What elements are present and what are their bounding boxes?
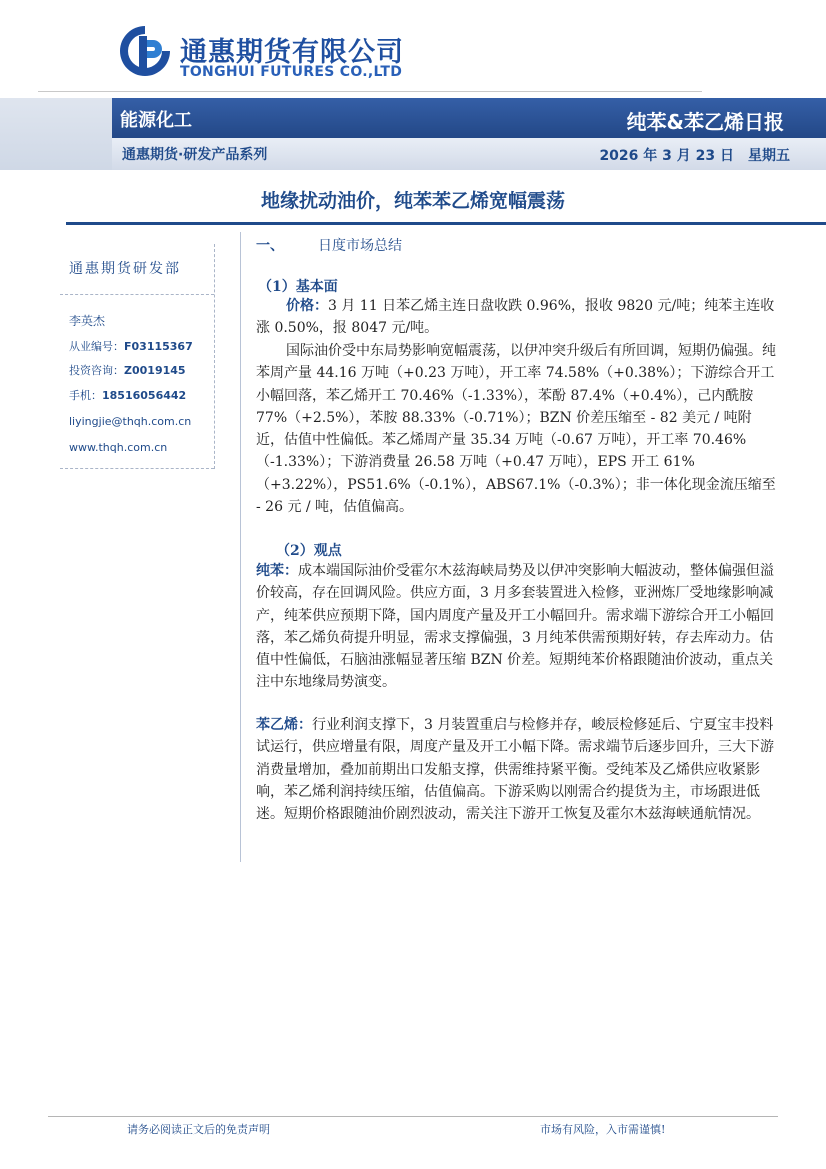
report-date: 2026 年 3 月 23 日 星期五 (599, 148, 790, 164)
series-label: 通惠期货·研发产品系列 (122, 147, 268, 163)
benzene-paragraph (256, 560, 776, 694)
company-name-en: TONGHUI FUTURES CO.,LTD (180, 64, 403, 80)
header-band-left (0, 98, 112, 170)
benzene-label: 纯苯： (256, 563, 298, 579)
sector-label: 能源化工 (120, 110, 192, 131)
styrene-label: 苯乙烯： (256, 717, 312, 733)
phone-value: 18516056442 (102, 389, 187, 402)
section-heading (256, 235, 402, 255)
license-row (69, 338, 193, 354)
section-title: 日度市场总结 (318, 238, 402, 254)
price-paragraph (256, 295, 776, 340)
license-label: 从业编号： (69, 340, 124, 353)
department: 通惠期货研发部 (69, 261, 181, 277)
headline: 地缘扰动油价，纯苯苯乙烯宽幅震荡 (260, 190, 565, 212)
column-divider (240, 232, 241, 862)
footer-risk: 市场有风险，入市需谨慎! (540, 1123, 666, 1136)
footer-rule (48, 1116, 778, 1117)
header-divider (38, 91, 702, 92)
company-website[interactable]: www.thqh.com.cn (69, 441, 168, 454)
price-label: 价格： (286, 298, 328, 314)
styrene-paragraph (256, 714, 776, 825)
sidebar-divider (60, 294, 214, 296)
analyst-sidebar (60, 244, 215, 469)
fundamentals-paragraph: 国际油价受中东局势影响宽幅震荡，以伊冲突升级后有所回调，短期仍偏强。纯苯周产量 44.16 万吨（+0.23 万吨），开工率 74.58%（+0.38%）；下游综合开工小幅回落，苯乙烯开工 70.46%（-1.33%），苯酚 87.4%（+0.4%），己内酰胺 77%（+2.5%），苯胺 88.33%（-0.71%）；BZN 价差压缩至 - 82 美元 / 吨附近，估值中性偏低。苯乙烯周产量 35.34 万吨（-0.67 万吨），开工率 70.46%（-1.33%）；下游消费量 26.58 万吨（+0.47 万吨），EPS 开工 61%（+3.22%），PS51.6%（-0.1%），ABS67.1%（-0.3%）；非一体化现金流压缩至 - 26 元 / 吨，估值偏高。 (256, 343, 776, 516)
section-number: 一、 (256, 238, 284, 254)
license-value: F03115367 (124, 340, 193, 353)
phone-row (69, 387, 186, 403)
analyst-name: 李英杰 (69, 314, 106, 328)
advisor-value: Z0019145 (124, 364, 186, 377)
report-title: 纯苯&苯乙烯日报 (626, 110, 784, 134)
headline-rule (66, 222, 826, 225)
subheading-views: （2）观点 (276, 543, 342, 559)
footer-disclaimer: 请务必阅读正文后的免责声明 (127, 1123, 270, 1136)
company-logo (116, 22, 174, 84)
phone-label: 手机： (69, 389, 102, 402)
analyst-email[interactable]: liyingjie@thqh.com.cn (69, 415, 192, 428)
benzene-text: 成本端国际油价受霍尔木兹海峡局势及以伊冲突影响大幅波动，整体偏强但溢价较高，存在回调风险。供应方面，3 月多套装置进入检修，亚洲炼厂受地缘影响减产，纯苯供应预期下降，国内周度产量及开工小幅回升。需求端下游综合开工小幅回落，苯乙烯负荷提升明显，需求支撑偏强，3 月纯苯供需预期好转，存去库动力。估值中性偏低，石脑油涨幅显著压缩 BZN 价差。短期纯苯价格跟随油价波动，重点关注中东地缘局势演变。 (256, 563, 774, 691)
advisor-label: 投资咨询： (69, 364, 124, 377)
styrene-text: 行业利润支撑下，3 月装置重启与检修并存，峻辰检修延后、宁夏宝丰投料试运行，供应增量有限，周度产量及开工小幅下降。需求端节后逐步回升，三大下游消费量增加，叠加前期出口发船支撑，供需维持紧平衡。受纯苯及乙烯供应收紧影响，苯乙烯利润持续压缩，估值偏高。下游采购以刚需合约提货为主，市场跟进低迷。短期价格跟随油价剧烈波动，需关注下游开工恢复及霍尔木兹海峡通航情况。 (256, 717, 774, 823)
company-name-cn: 通惠期货有限公司 (180, 37, 404, 68)
sidebar-divider-bottom (60, 468, 214, 470)
advisor-row (69, 362, 186, 378)
subheading-fundamentals: （1）基本面 (258, 279, 338, 295)
price-text: 3 月 11 日苯乙烯主连日盘收跌 0.96%，报收 9820 元/吨；纯苯主连收涨 0.50%，报 8047 元/吨。 (256, 298, 775, 337)
logo-icon (116, 22, 174, 80)
